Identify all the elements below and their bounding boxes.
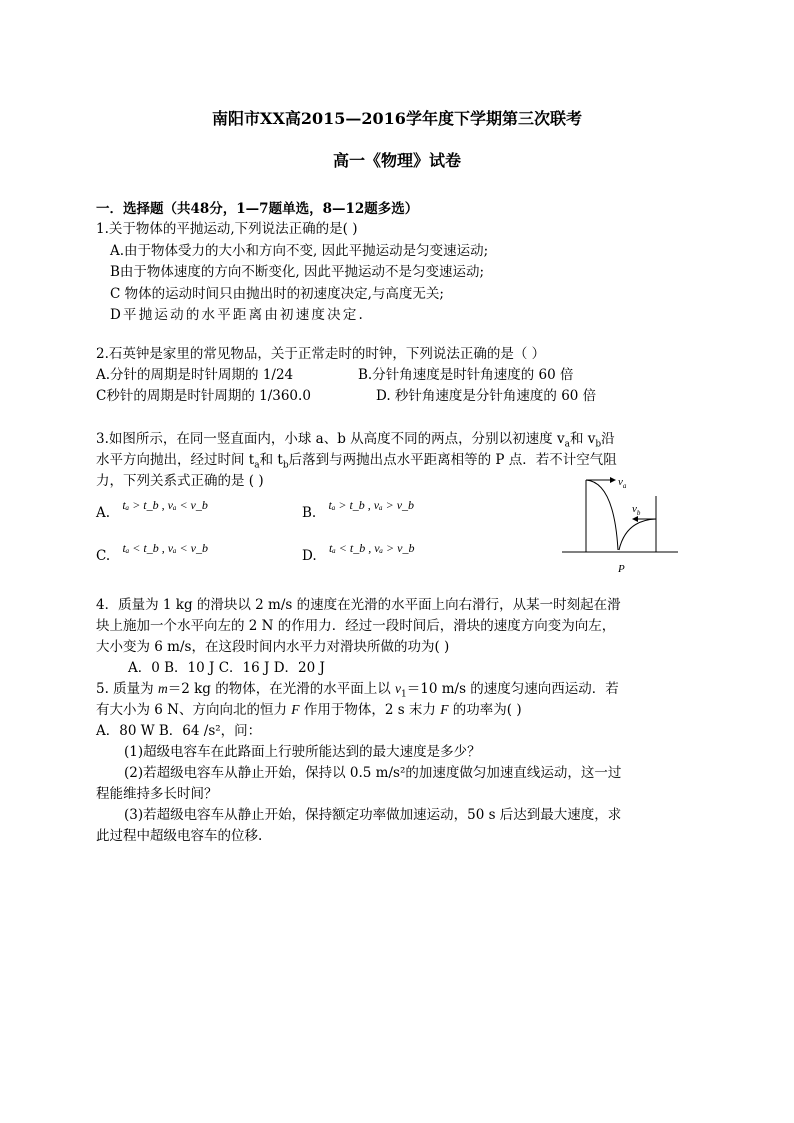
q5-line3: A．80 W B．64 /s²，问：	[96, 723, 262, 739]
q1-option-c: C 物体的运动时间只由抛出时的初速度决定,与高度无关;	[110, 286, 444, 302]
q3-line3: 力，下列关系式正确的是 ( )	[96, 473, 264, 489]
q5-part2-line2: 程能维持多长时间？	[96, 786, 218, 802]
q3-option-b: B. tₐ > t_b , vₐ > v_b	[302, 498, 415, 521]
q2-stem: 2.石英钟是家里的常见物品，关于正常走时的时钟，下列说法正确的是（ ）	[96, 346, 546, 362]
q2-option-a: A.分针的周期是时针周期的 1/24	[96, 367, 294, 383]
q3-line2: 水平方向抛出，经过时间 $t_a$和 $t_b$后落到与两抛出点水平距离相等的 P 点．若不计空气阻	[96, 452, 617, 471]
q5-line1: 5. 质量为 m＝2 kg 的物体，在光滑的水平面上以 $v_1=10$ m/s 的速度匀速向西运动．若	[96, 681, 619, 700]
exam-subtitle: 高一《物理》试卷	[332, 151, 461, 170]
q1-stem: 1.关于物体的平抛运动,下列说法正确的是( )	[96, 221, 358, 237]
velocity-a-arrowhead	[610, 477, 616, 483]
q2-option-d: D. 秒针角速度是分针角速度的 60 倍	[376, 388, 597, 404]
q5-line2: 有大小为 6 N、方向向北的恒力 F 作用于物体，2 s 末力 F 的功率为( )	[96, 702, 522, 718]
q5-part1: (1)超级电容车在此路面上行驶所能达到的最大速度是多少？	[124, 744, 481, 760]
q3-option-d: D. tₐ < t_b , vₐ > v_b	[302, 541, 415, 564]
trajectory-a	[586, 480, 618, 550]
point-p-label: P	[618, 563, 625, 575]
exam-title: 南阳市XX高2015—2016学年度下学期第三次联考	[212, 109, 582, 128]
q5-part3-line1: (3)若超级电容车从静止开始，保持额定功率做加速运动，50 s 后达到最大速度，求	[124, 807, 622, 823]
projectile-diagram	[560, 472, 680, 578]
q4-options: A．0 B．10 J C．16 J D．20 J	[128, 660, 325, 676]
q4-line2: 块上施加一个水平向左的 2 N 的作用力．经过一段时间后，滑块的速度方向变为向左，	[96, 618, 616, 634]
trajectory-b	[619, 519, 656, 550]
q4-line3: 大小变为 6 m/s，在这段时间内水平力对滑块所做的功为( )	[96, 639, 450, 655]
q5-part3-line2: 此过程中超级电容车的位移.	[96, 828, 263, 844]
q3-option-c: C. tₐ < t_b , vₐ < v_b	[96, 541, 208, 564]
section-heading: 一．选择题（共48分，1—7题单选，8—12题多选）	[96, 201, 419, 217]
q5-part2-line1: (2)若超级电容车从静止开始，保持以 0.5 m/s²的加速度做匀加速直线运动，这一过	[124, 765, 622, 781]
q1-option-d: D平抛运动的水平距离由初速度决定.	[110, 307, 366, 323]
q1-option-b: B由于物体速度的方向不断变化, 因此平抛运动不是匀变速运动;	[110, 264, 485, 280]
svg-text:va: $v_a$	[618, 476, 627, 490]
svg-text:vb: $v_b$	[632, 503, 641, 517]
q2-option-b: B.分针角速度是时针角速度的 60 倍	[358, 367, 574, 383]
q4-line1: 4．质量为 1 kg 的滑块以 2 m/s 的速度在光滑的水平面上向右滑行，从某一时刻起在滑	[96, 597, 621, 613]
q2-option-c: C秒针的周期是时针周期的 1/360.0	[96, 388, 311, 404]
q3-option-a: A. tₐ > t_b , vₐ < v_b	[96, 498, 208, 521]
q1-option-a: A.由于物体受力的大小和方向不变, 因此平抛运动是匀变速运动;	[110, 243, 489, 259]
q3-line1: 3.如图所示，在同一竖直面内，小球 a、b 从高度不同的两点，分别以初速度 $v_a$和 $v_b$沿	[96, 431, 615, 450]
